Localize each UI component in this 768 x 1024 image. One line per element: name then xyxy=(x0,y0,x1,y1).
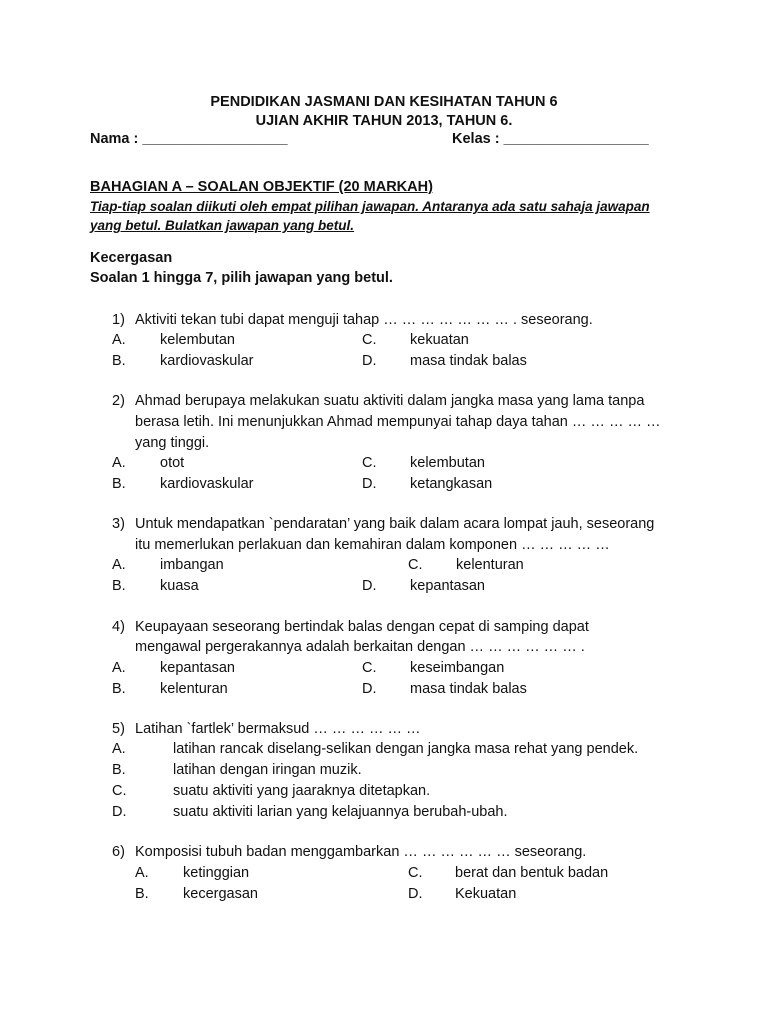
option-text[interactable]: masa tindak balas xyxy=(410,681,527,697)
option-text[interactable]: kardiovaskular xyxy=(160,353,254,369)
question-number: 3) xyxy=(112,516,125,532)
option-letter[interactable]: D. xyxy=(362,578,377,594)
question-text: Ahmad berupaya melakukan suatu aktiviti dalam jangka masa yang lama tanpa xyxy=(135,393,645,409)
instruction-line-1: Tiap-tiap soalan diikuti oleh empat pilihan jawapan. Antaranya ada satu sahaja jawapan xyxy=(90,199,650,214)
option-text[interactable]: suatu aktiviti larian yang kelajuannya berubah-ubah. xyxy=(173,804,508,820)
question-text: Komposisi tubuh badan menggambarkan … … … … … … seseorang. xyxy=(135,844,587,860)
option-text[interactable]: kardiovaskular xyxy=(160,476,254,492)
topic-name: Kecergasan xyxy=(90,250,173,266)
option-text[interactable]: latihan rancak diselang-selikan dengan jangka masa rehat yang pendek. xyxy=(173,741,639,757)
option-text[interactable]: ketangkasan xyxy=(410,476,493,492)
option-text[interactable]: kelenturan xyxy=(160,681,228,697)
option-text[interactable]: kuasa xyxy=(160,578,199,594)
option-text[interactable]: latihan dengan iringan muzik. xyxy=(173,762,362,778)
option-letter[interactable]: B. xyxy=(112,681,126,697)
instruction-line-2: yang betul. Bulatkan jawapan yang betul. xyxy=(90,218,355,233)
option-text[interactable]: Kekuatan xyxy=(455,886,517,902)
option-letter[interactable]: B. xyxy=(112,762,126,778)
question-text: Keupayaan seseorang bertindak balas dengan cepat di samping dapat xyxy=(135,619,589,635)
option-letter[interactable]: C. xyxy=(362,332,377,348)
question-text: Aktiviti tekan tubi dapat menguji tahap … … … … … … … . seseorang. xyxy=(135,312,593,328)
name-field: Nama : __________________ xyxy=(90,131,288,147)
question-text: itu memerlukan perlakuan dan kemahiran dalam komponen … … … … … xyxy=(135,537,610,553)
option-letter[interactable]: A. xyxy=(112,660,126,676)
option-letter[interactable]: D. xyxy=(362,681,377,697)
option-letter[interactable]: C. xyxy=(112,783,127,799)
option-letter[interactable]: D. xyxy=(112,804,127,820)
option-letter[interactable]: A. xyxy=(112,455,126,471)
topic-directive: Soalan 1 hingga 7, pilih jawapan yang betul. xyxy=(90,270,393,286)
question-text: Latihan `fartlek’ bermaksud … … … … … … xyxy=(135,721,421,737)
question-number: 6) xyxy=(112,844,125,860)
option-letter[interactable]: C. xyxy=(408,557,423,573)
option-text[interactable]: ketinggian xyxy=(183,865,250,881)
question-number: 4) xyxy=(112,619,125,635)
option-text[interactable]: berat dan bentuk badan xyxy=(455,865,609,881)
option-letter[interactable]: C. xyxy=(362,660,377,676)
option-letter[interactable]: B. xyxy=(112,578,126,594)
option-text[interactable]: kekuatan xyxy=(410,332,469,348)
option-letter[interactable]: C. xyxy=(362,455,377,471)
option-text[interactable]: kelenturan xyxy=(456,557,524,573)
question-text: mengawal pergerakannya adalah berkaitan dengan … … … … … … . xyxy=(135,639,585,655)
option-letter[interactable]: A. xyxy=(112,741,126,757)
question-number: 5) xyxy=(112,721,125,737)
question-text: Untuk mendapatkan `pendaratan’ yang baik dalam acara lompat jauh, seseorang xyxy=(135,516,655,532)
option-letter[interactable]: B. xyxy=(135,886,149,902)
option-text[interactable]: kelembutan xyxy=(160,332,235,348)
option-text[interactable]: kepantasan xyxy=(410,578,485,594)
option-text[interactable]: kecergasan xyxy=(183,886,258,902)
section-title: BAHAGIAN A – SOALAN OBJEKTIF (20 MARKAH) xyxy=(90,179,433,195)
option-letter[interactable]: B. xyxy=(112,476,126,492)
exam-subtitle: UJIAN AKHIR TAHUN 2013, TAHUN 6. xyxy=(255,113,513,129)
option-text[interactable]: keseimbangan xyxy=(410,660,505,676)
question-number: 2) xyxy=(112,393,125,409)
question-text: berasa letih. Ini menunjukkan Ahmad mempunyai tahap daya tahan … … … … … xyxy=(135,414,661,430)
option-letter[interactable]: A. xyxy=(112,557,126,573)
option-letter[interactable]: D. xyxy=(408,886,423,902)
option-text[interactable]: imbangan xyxy=(160,557,224,573)
option-letter[interactable]: D. xyxy=(362,476,377,492)
question-number: 1) xyxy=(112,312,125,328)
option-text[interactable]: kelembutan xyxy=(410,455,485,471)
option-text[interactable]: kepantasan xyxy=(160,660,235,676)
option-text[interactable]: masa tindak balas xyxy=(410,353,527,369)
class-field: Kelas : __________________ xyxy=(452,131,649,147)
question-text: yang tinggi. xyxy=(135,435,210,451)
option-letter[interactable]: A. xyxy=(112,332,126,348)
option-text[interactable]: suatu aktiviti yang jaaraknya ditetapkan. xyxy=(173,783,431,799)
exam-title: PENDIDIKAN JASMANI DAN KESIHATAN TAHUN 6 xyxy=(210,94,558,110)
option-letter[interactable]: C. xyxy=(408,865,423,881)
option-letter[interactable]: D. xyxy=(362,353,377,369)
option-letter[interactable]: B. xyxy=(112,353,126,369)
option-letter[interactable]: A. xyxy=(135,865,149,881)
option-text[interactable]: otot xyxy=(160,455,185,471)
